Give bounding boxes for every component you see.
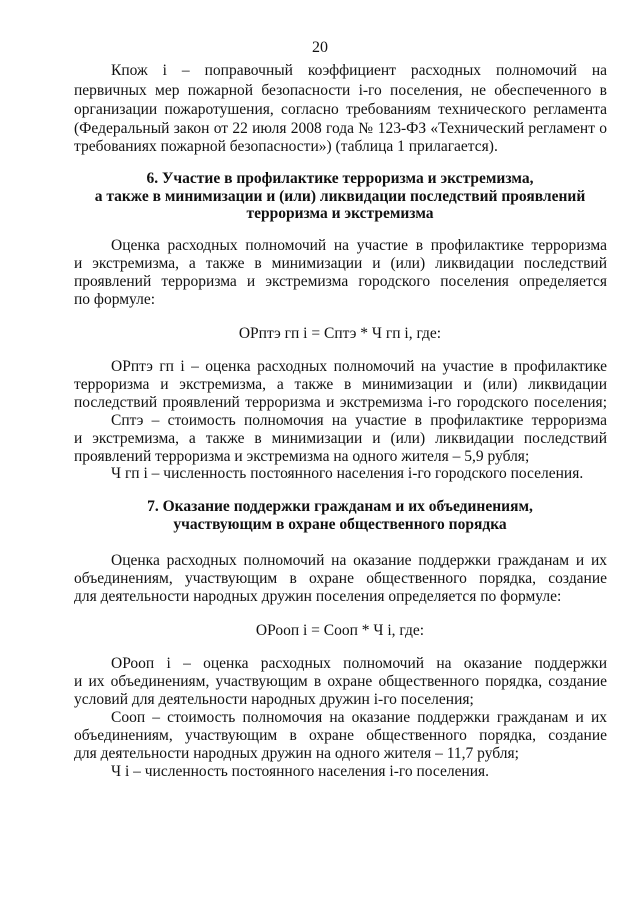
section-6-formula: ОРптэ гп i = Сптэ * Ч гп i, где: — [238, 325, 442, 342]
paragraph-1-line-1: Кпож i – поправочный коэффициент расходных полномочий на — [111, 62, 607, 79]
section-6-def-2-line-2: и экстремизма, а также в минимизации и (или) ликвидации последствий — [74, 430, 607, 447]
section-7-intro-line-1: Оценка расходных полномочий на оказание поддержки гражданам и их — [111, 552, 607, 569]
section-7-formula: ОРооп i = Сооп * Ч i, где: — [255, 622, 425, 639]
section-7-def-3: Ч i – численность постоянного населения i-го поселения. — [111, 763, 490, 780]
section-6-heading-line-2: а также в минимизации и (или) ликвидации последствий проявлений — [94, 188, 586, 205]
section-6-intro-line-4: по формуле: — [74, 291, 156, 308]
section-7-def-1-line-1: ОРооп i – оценка расходных полномочий на оказание поддержки — [111, 655, 607, 672]
section-6-heading-line-1: 6. Участие в профилактике терроризма и экстремизма, — [146, 170, 534, 187]
section-6-def-3: Ч гп i – численность постоянного населения i-го городского поселения. — [111, 465, 584, 482]
section-7-def-1-line-3: условий для деятельности народных дружин i-го поселения; — [74, 691, 474, 708]
section-7-def-1-line-2: и их объединениям, участвующим в охране общественного порядка, создание — [74, 673, 607, 690]
section-6-def-1-line-3: последствий проявлений терроризма и экстремизма i-го городского поселения; — [74, 394, 607, 411]
section-6-intro-line-2: и экстремизма, а также в минимизации и (или) ликвидации последствий — [74, 255, 607, 272]
paragraph-1-line-2: первичных мер пожарной безопасности i-го поселения, не обеспеченного в — [74, 82, 607, 99]
section-6-intro-line-3: проявлений терроризма и экстремизма городского поселения определяется — [74, 273, 607, 290]
section-7-intro-line-2: объединениям, участвующим в охране общественного порядка, создание — [74, 570, 607, 587]
paragraph-1-line-3: организации пожаротушения, согласно требованиям технического регламента — [74, 101, 607, 118]
section-7-heading-line-1: 7. Оказание поддержки гражданам и их объединениям, — [147, 498, 533, 515]
section-6-def-1-line-1: ОРптэ гп i – оценка расходных полномочий на участие в профилактике — [111, 358, 607, 375]
section-6-intro-line-1: Оценка расходных полномочий на участие в профилактике терроризма — [111, 237, 607, 254]
section-6-heading-line-3: терроризма и экстремизма — [246, 205, 434, 222]
section-7-def-2-line-2: объединениям, участвующим в охране общественного порядка, создание — [74, 727, 607, 744]
section-6-def-2-line-3: проявлений терроризма и экстремизма на одного жителя – 5,9 рубля; — [74, 448, 530, 465]
section-7-heading-line-2: участвующим в охране общественного порядка — [173, 516, 507, 533]
paragraph-1-line-4: (Федеральный закон от 22 июля 2008 года № 123-ФЗ «Технический регламент о — [74, 120, 607, 137]
paragraph-1-line-5: требованиях пожарной безопасности») (таблица 1 прилагается). — [74, 138, 498, 155]
page-number: 20 — [312, 39, 328, 56]
section-7-def-2-line-1: Сооп – стоимость полномочия на оказание поддержки гражданам и их — [111, 709, 607, 726]
section-7-intro-line-3: для деятельности народных дружин поселения определяется по формуле: — [74, 588, 562, 605]
section-6-def-1-line-2: терроризма и экстремизма, а также в минимизации и (или) ликвидации — [74, 376, 607, 393]
section-7-def-2-line-3: для деятельности народных дружин на одного жителя – 11,7 рубля; — [74, 745, 519, 762]
section-6-def-2-line-1: Сптэ – стоимость полномочия на участие в профилактике терроризма — [111, 412, 607, 429]
